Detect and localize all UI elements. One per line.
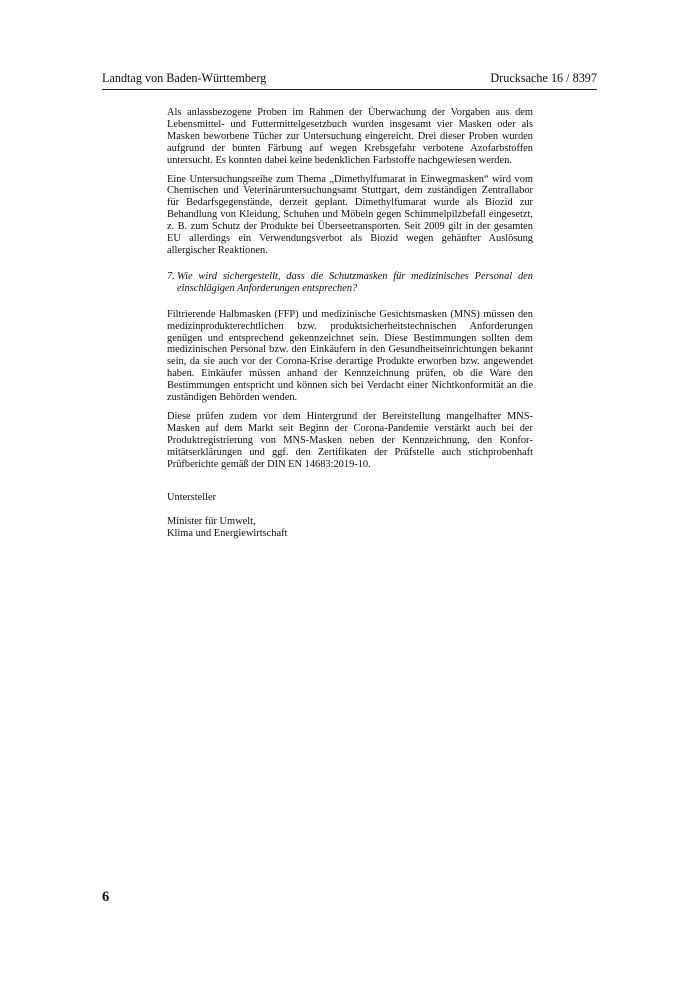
document-body (167, 107, 533, 540)
page-number: 6 (102, 889, 110, 905)
answer-paragraph: Filtrierende Halbmasken (FFP) und medizinische Gesichtsmasken (MNS) müssen den medizinprodukterechtlichen bzw. produktsicherheitstechnischen Anforderungen genügen und entsprechend gekennzeichnet sein. Diese Bestimmungen sollten dem medizinischen Personal bzw. den Einkäufern in den Gesundheitseinrichtungen bekannt sein, da sie auch vor der Corona-Krise derartige Produkte erworben bzw. angewendet haben. Einkäufer müssen anhand der Kennzeichnung prüfen, ob die Ware den Bestimmungen entspricht und können sich bei Verdacht einer Nichtkonformität an die zuständigen Behörden wenden. (167, 308, 533, 404)
body-paragraph: Als anlassbezogene Proben im Rahmen der Überwachung der Vorgaben aus dem Lebensmittel- und Futtermittelgesetzbuch wurden insgesamt vier Masken oder als Masken beworbene Tücher zur Untersuchung eingereicht. Drei dieser Proben wurden aufgrund der bunten Färbung auf wegen Krebsgefahr verbotene Azofarbstoffen untersucht. Es konnten dabei keine bedenklichen Farbstoffe nachgewiesen werden. (167, 107, 533, 166)
question-block (167, 271, 533, 295)
answer-paragraph: Diese prüfen zudem vor dem Hintergrund der Bereitstellung mangelhafter MNS-Masken auf dem Markt seit Beginn der Corona-Pandemie verstärkt auch bei der Produktregistrierung von MNS-Masken neben der Kennzeichnung, den Konformitätserklärungen und ggf. den Zertifikaten der Prüfstelle auch stichprobenhaft Prüfberichte gemäß der DIN EN 14683:2019-10. (167, 410, 533, 470)
question-text: Wie wird sichergestellt, dass die Schutzmasken für medizinisches Personal den einschlägigen Anforderungen entsprechen? (177, 270, 533, 294)
page-header (102, 71, 597, 90)
header-document-number: Drucksache 16 / 8397 (490, 71, 597, 85)
signoff-label: Untersteller (167, 492, 217, 504)
question-number: 7. (167, 270, 175, 282)
signoff-title-line: Klima und Energiewirtschaft (167, 528, 288, 540)
signoff-title-line: Minister für Umwelt, (167, 516, 256, 528)
signoff-block (167, 492, 533, 540)
body-paragraph: Eine Untersuchungsreihe zum Thema „Dimethylfumarat in Einwegmasken“ wird vom Chemischen und Veterinäruntersuchungsamt Stuttgart, dem zuständigen Zentrallabor für Bedarfsgegenstände, derzeit geplant. Dimethylfumarat wurde als Biozid zur Behandlung von Kleidung, Schuhen und Möbeln gegen Schimmelpilzbefall eingesetzt, z. B. zum Schutz der Produkte bei Überseetransporten. Seit 2009 gilt in der gesamten EU allerdings ein Verwendungsverbot als Biozid wegen gehäufter Auslösung allergischer Reaktionen. (167, 173, 533, 256)
header-publisher: Landtag von Baden-Württemberg (102, 71, 267, 85)
